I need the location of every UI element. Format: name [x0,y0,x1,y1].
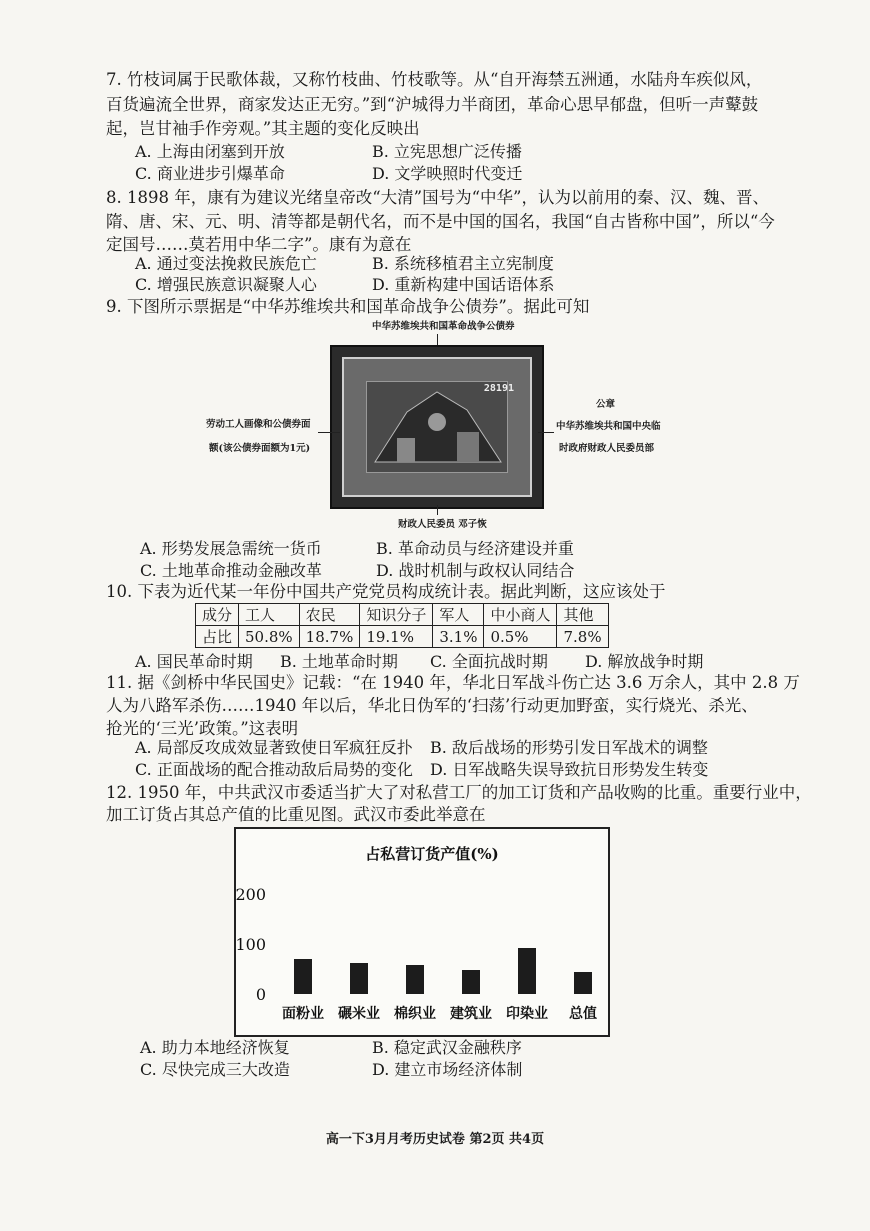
table-cell: 50.8% [239,626,300,648]
x-tick-label: 印染业 [506,1006,548,1022]
q7-stem-line-1: 7. 竹枝词属于民歌体裁，又称竹枝曲、竹枝歌等。从“自开海禁五洲通，水陆舟车疾似风， [106,70,763,89]
q9-option-b: B. 革命动员与经济建设并重 [376,539,574,558]
y-tick-label: 200 [236,885,266,904]
y-tick-label: 100 [236,935,266,954]
bar-0 [294,959,312,994]
q7-option-d: D. 文学映照时代变迁 [372,164,523,183]
q11-option-c: C. 正面战场的配合推动敌后局势的变化 [135,760,413,779]
table-cell: 知识分子 [360,604,433,626]
q8-option-b: B. 系统移植君主立宪制度 [372,254,554,273]
q12-stem-line-2: 加工订货占其总产值的比重见图。武汉市委此举意在 [106,805,486,824]
table-row [196,626,609,648]
q8-option-a: A. 通过变法挽救民族危亡 [135,254,317,273]
x-tick-label: 碾米业 [338,1006,380,1022]
table-cell: 3.1% [433,626,484,648]
bond-left-note-2: 额(该公债券面额为1元) [209,443,311,454]
x-tick-label: 建筑业 [450,1006,492,1022]
q12-option-b: B. 稳定武汉金融秩序 [372,1038,522,1057]
table-cell: 19.1% [360,626,433,648]
party-member-table [195,603,609,648]
bond-illustration [366,381,508,473]
bond-left-note-1: 劳动工人画像和公债券面 [206,419,311,430]
q10-option-c: C. 全面抗战时期 [430,652,548,671]
q8-option-c: C. 增强民族意识凝聚人心 [135,275,317,294]
q10-option-b: B. 土地革命时期 [280,652,398,671]
bar-2 [406,965,424,994]
table-header-row [196,604,609,626]
q10-option-d: D. 解放战争时期 [585,652,704,671]
bond-title-label: 中华苏维埃共和国革命战争公债券 [372,321,515,332]
bond-right-leader [538,432,554,433]
table-cell: 农民 [299,604,360,626]
table-cell: 0.5% [484,626,557,648]
table-cell: 中小商人 [484,604,557,626]
q8-option-d: D. 重新构建中国话语体系 [372,275,555,294]
table-cell: 7.8% [557,626,608,648]
bar-chart [234,827,610,1037]
bond-bottom-note: 财政人民委员 邓子恢 [398,519,487,530]
bond-title-leader [437,334,438,345]
q7-option-c: C. 商业进步引爆革命 [135,164,285,183]
bond-serial-number: 28191 [483,383,514,394]
bond-frame [342,357,532,497]
chart-title: 占私营订货产值(%) [365,845,499,863]
q12-option-d: D. 建立市场经济体制 [372,1060,523,1079]
q9-option-d: D. 战时机制与政权认同结合 [376,561,575,580]
q11-option-d: D. 日军战略失误导致抗日形势发生转变 [430,760,709,779]
q12-stem-line-1: 12. 1950 年，中共武汉市委适当扩大了对私营工厂的加工订货和产品收购的比重。重要行业中， [106,783,812,802]
x-tick-label: 面粉业 [282,1006,324,1022]
q11-option-b: B. 敌后战场的形势引发日军战术的调整 [430,738,708,757]
bar-1 [350,963,368,994]
q9-stem: 9. 下图所示票据是“中华苏维埃共和国革命战争公债券”。据此可知 [106,297,590,316]
x-tick-label: 总值 [569,1006,597,1022]
worker-portrait-icon [367,382,509,474]
q7-stem-line-3: 起，岂甘袖手作旁观。”其主题的变化反映出 [106,119,420,138]
y-tick-label: 0 [255,985,266,1004]
q9-option-c: C. 土地革命推动金融改革 [140,561,322,580]
q12-option-a: A. 助力本地经济恢复 [140,1038,290,1057]
bar-5 [574,972,592,994]
q10-stem: 10. 下表为近代某一年份中国共产党党员构成统计表。据此判断，这应该处于 [106,582,666,601]
bond-right-note-3: 时政府财政人民委员部 [559,443,655,454]
bond-image [330,345,544,509]
bar-4 [518,948,536,994]
table-cell: 成分 [196,604,239,626]
bond-bottom-leader [437,505,438,515]
bond-right-note-2: 中华苏维埃共和国中央临 [556,421,661,432]
q11-option-a: A. 局部反攻成效显著致使日军疯狂反扑 [135,738,413,757]
q7-stem-line-2: 百货遍流全世界，商家发达正无穷。”到“沪城得力半商团，革命心思早郁盘，但听一声鼙鼓 [106,95,759,114]
q10-option-a: A. 国民革命时期 [135,652,253,671]
q8-stem-line-3: 定国号……莫若用中华二字”。康有为意在 [106,235,412,254]
q11-stem-line-1: 11. 据《剑桥中华民国史》记载：“在 1940 年，华北日军战斗伤亡达 3.6 万余人，其中 2.8 万 [106,673,800,692]
x-tick-label: 棉织业 [394,1006,436,1022]
q9-option-a: A. 形势发展急需统一货币 [140,539,322,558]
q7-option-b: B. 立宪思想广泛传播 [372,142,522,161]
table-cell: 工人 [239,604,300,626]
bar-chart-svg [236,829,608,1035]
bond-right-note-1: 公章 [596,399,616,410]
bar-3 [462,970,480,994]
q8-stem-line-1: 8. 1898 年，康有为建议光绪皇帝改“大清”国号为“中华”，认为以前用的秦、汉、魏、晋、 [106,188,769,207]
bond-left-leader [318,432,340,433]
table-cell: 其他 [557,604,608,626]
q7-option-a: A. 上海由闭塞到开放 [135,142,285,161]
q11-stem-line-2: 人为八路军杀伤……1940 年以后，华北日伪军的‘扫荡’行动更加野蛮，实行烧光、杀光、 [106,696,758,715]
q8-stem-line-2: 隋、唐、宋、元、明、清等都是朝代名，而不是中国的国名，我国“自古皆称中国”，所以“今 [106,212,775,231]
page-footer: 高一下3月月考历史试卷 第2页 共4页 [325,1132,545,1147]
table-cell: 占比 [196,626,239,648]
table-cell: 军人 [433,604,484,626]
q11-stem-line-3: 抢光的‘三光’政策。”这表明 [106,719,299,738]
q12-option-c: C. 尽快完成三大改造 [140,1060,290,1079]
table-cell: 18.7% [299,626,360,648]
